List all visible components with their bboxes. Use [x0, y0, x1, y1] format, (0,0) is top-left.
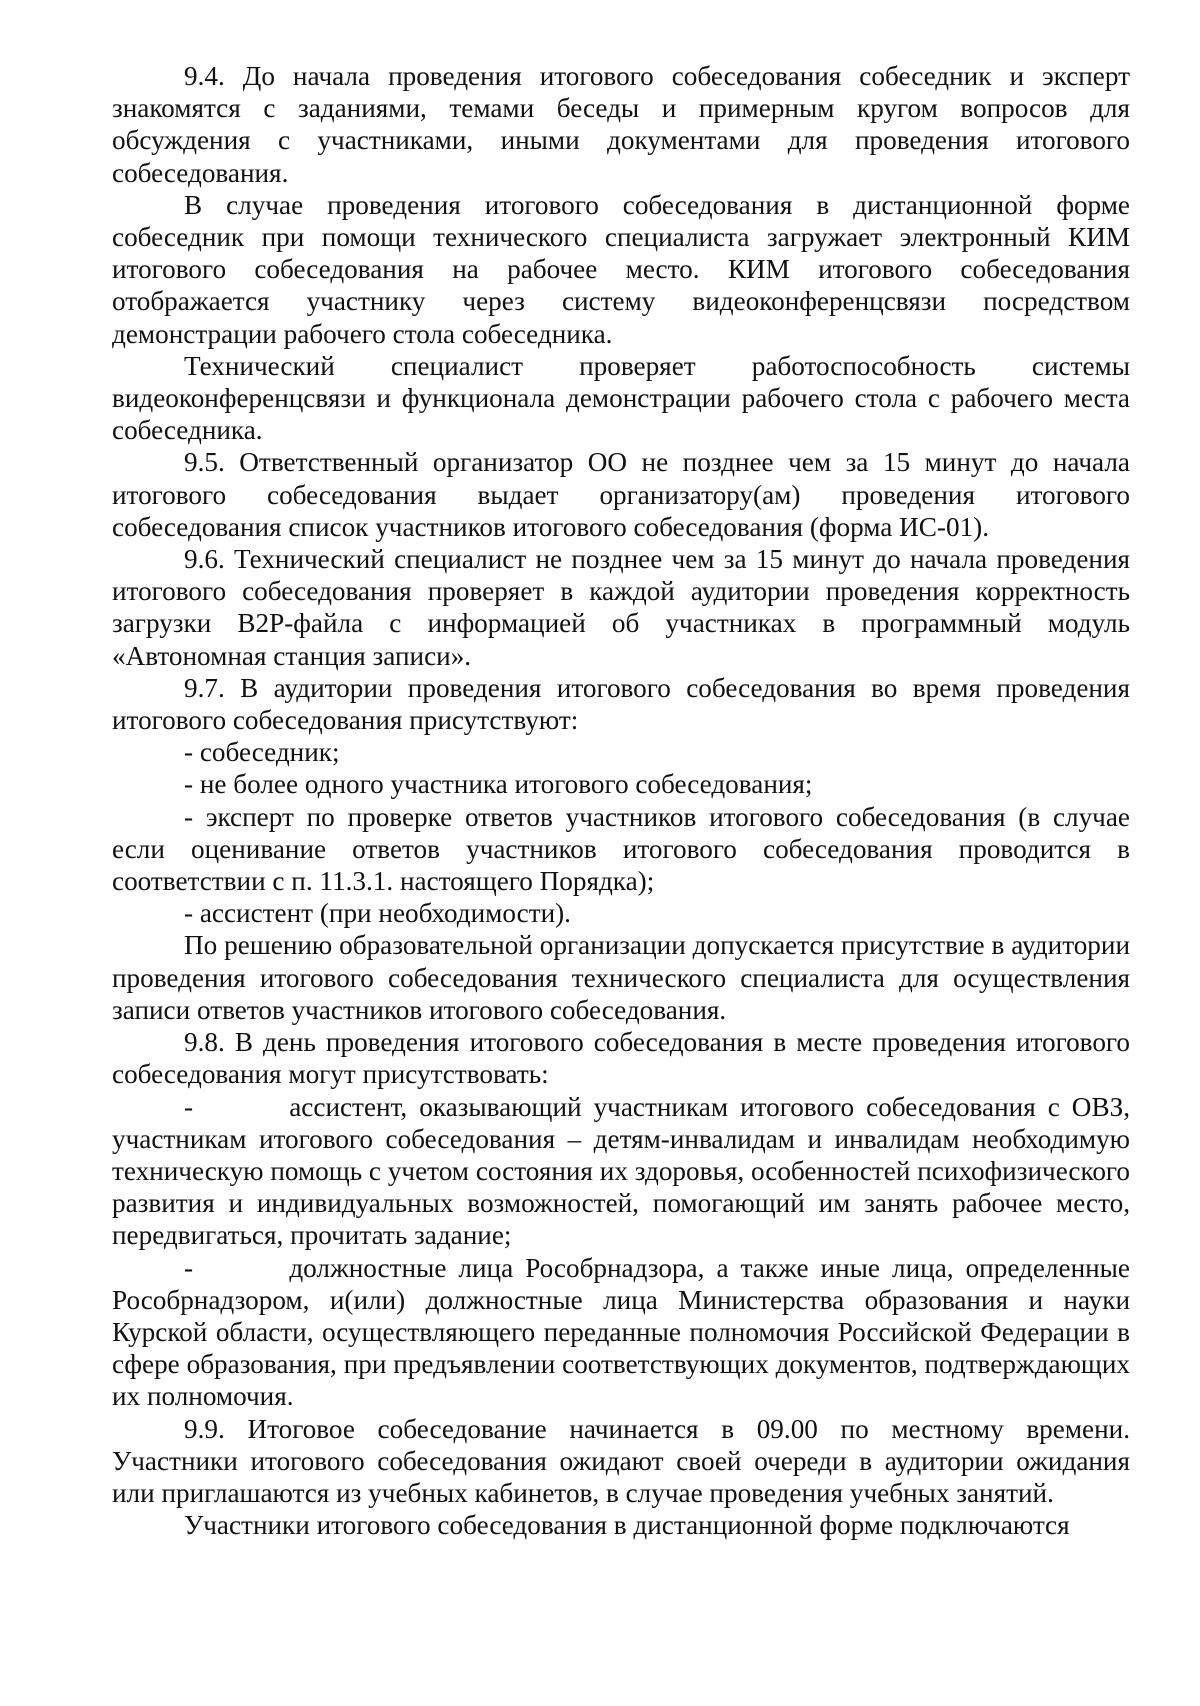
- paragraph-org-decision: По решению образовательной организации допускается присутствие в аудитории проведения итогового собеседования технического специалиста для осуществления записи ответов участников итогового собеседования.: [112, 930, 1130, 1025]
- paragraph-9-9: 9.9. Итоговое собеседование начинается в 09.00 по местному времени. Участники итогового собеседования ожидают своей очереди в аудитории ожидания или приглашаются из учебных кабинетов, в случае проведения учебных занятий.: [112, 1413, 1130, 1508]
- paragraph-9-8: 9.8. В день проведения итогового собеседования в месте проведения итогового собеседования могут присутствовать:: [112, 1027, 1130, 1090]
- list-item-participant: - не более одного участника итогового собеседования;: [184, 769, 813, 800]
- document-page: [112, 60, 1137, 1541]
- list-item-expert: - эксперт по проверке ответов участников итогового собеседования (в случае если оценивание ответов участников итогового собеседования проводится в соответствии с п. 11.3.1. настоящего Порядка);: [112, 801, 1130, 897]
- paragraph-remote-form: В случае проведения итогового собеседования в дистанционной форме собеседник при помощи технического специалиста загружает электронный КИМ итогового собеседования на рабочее место. КИМ итогового собеседования отображается участнику через систему видеоконференцсвязи посредством демонстрации рабочего стола собеседника.: [112, 189, 1130, 349]
- list-item-officials: - должностные лица Рособрнадзора, а также иные лица, определенные Рособрнадзором, и(или) должностные лица Министерства образования и науки Курской области, осуществляющего переданные полномочия Российской Федерации в сфере образования, при предъявлении соответствующих документов, подтверждающих их полномочия.: [112, 1252, 1137, 1412]
- paragraph-9-6: 9.6. Технический специалист не позднее чем за 15 минут до начала проведения итогового собеседования проверяет в каждой аудитории проведения корректность загрузки В2Р-файла с информацией об участниках в программный модуль «Автономная станция записи».: [112, 544, 1130, 671]
- list-item-interlocutor: - собеседник;: [184, 737, 340, 768]
- paragraph-9-4: 9.4. До начала проведения итогового собеседования собеседник и эксперт знакомятся с заданиями, темами беседы и примерным кругом вопросов для обсуждения с участниками, иными документами для проведения итогового собеседования.: [112, 61, 1130, 188]
- paragraph-9-5: 9.5. Ответственный организатор ОО не позднее чем за 15 минут до начала итогового собеседования выдает организатору(ам) проведения итогового собеседования список участников итогового собеседования (форма ИС-01).: [112, 447, 1130, 542]
- list-item-assistant-ovz: - ассистент, оказывающий участникам итогового собеседования с ОВЗ, участникам итогового собеседования – детям-инвалидам и инвалидам необходимую техническую помощь с учетом состояния их здоровья, особенностей психофизического развития и индивидуальных возможностей, помогающий им занять рабочее место, передвигаться, прочитать задание;: [112, 1091, 1137, 1251]
- paragraph-9-7: 9.7. В аудитории проведения итогового собеседования во время проведения итогового собеседования присутствуют:: [112, 672, 1130, 736]
- paragraph-tech-specialist-check: Технический специалист проверяет работоспособность системы видеоконференцсвязи и функционала демонстрации рабочего стола с рабочего места собеседника.: [112, 350, 1130, 446]
- list-item-assistant: - ассистент (при необходимости).: [184, 898, 571, 929]
- paragraph-remote-connect: Участники итогового собеседования в дистанционной форме подключаются: [184, 1510, 1070, 1541]
